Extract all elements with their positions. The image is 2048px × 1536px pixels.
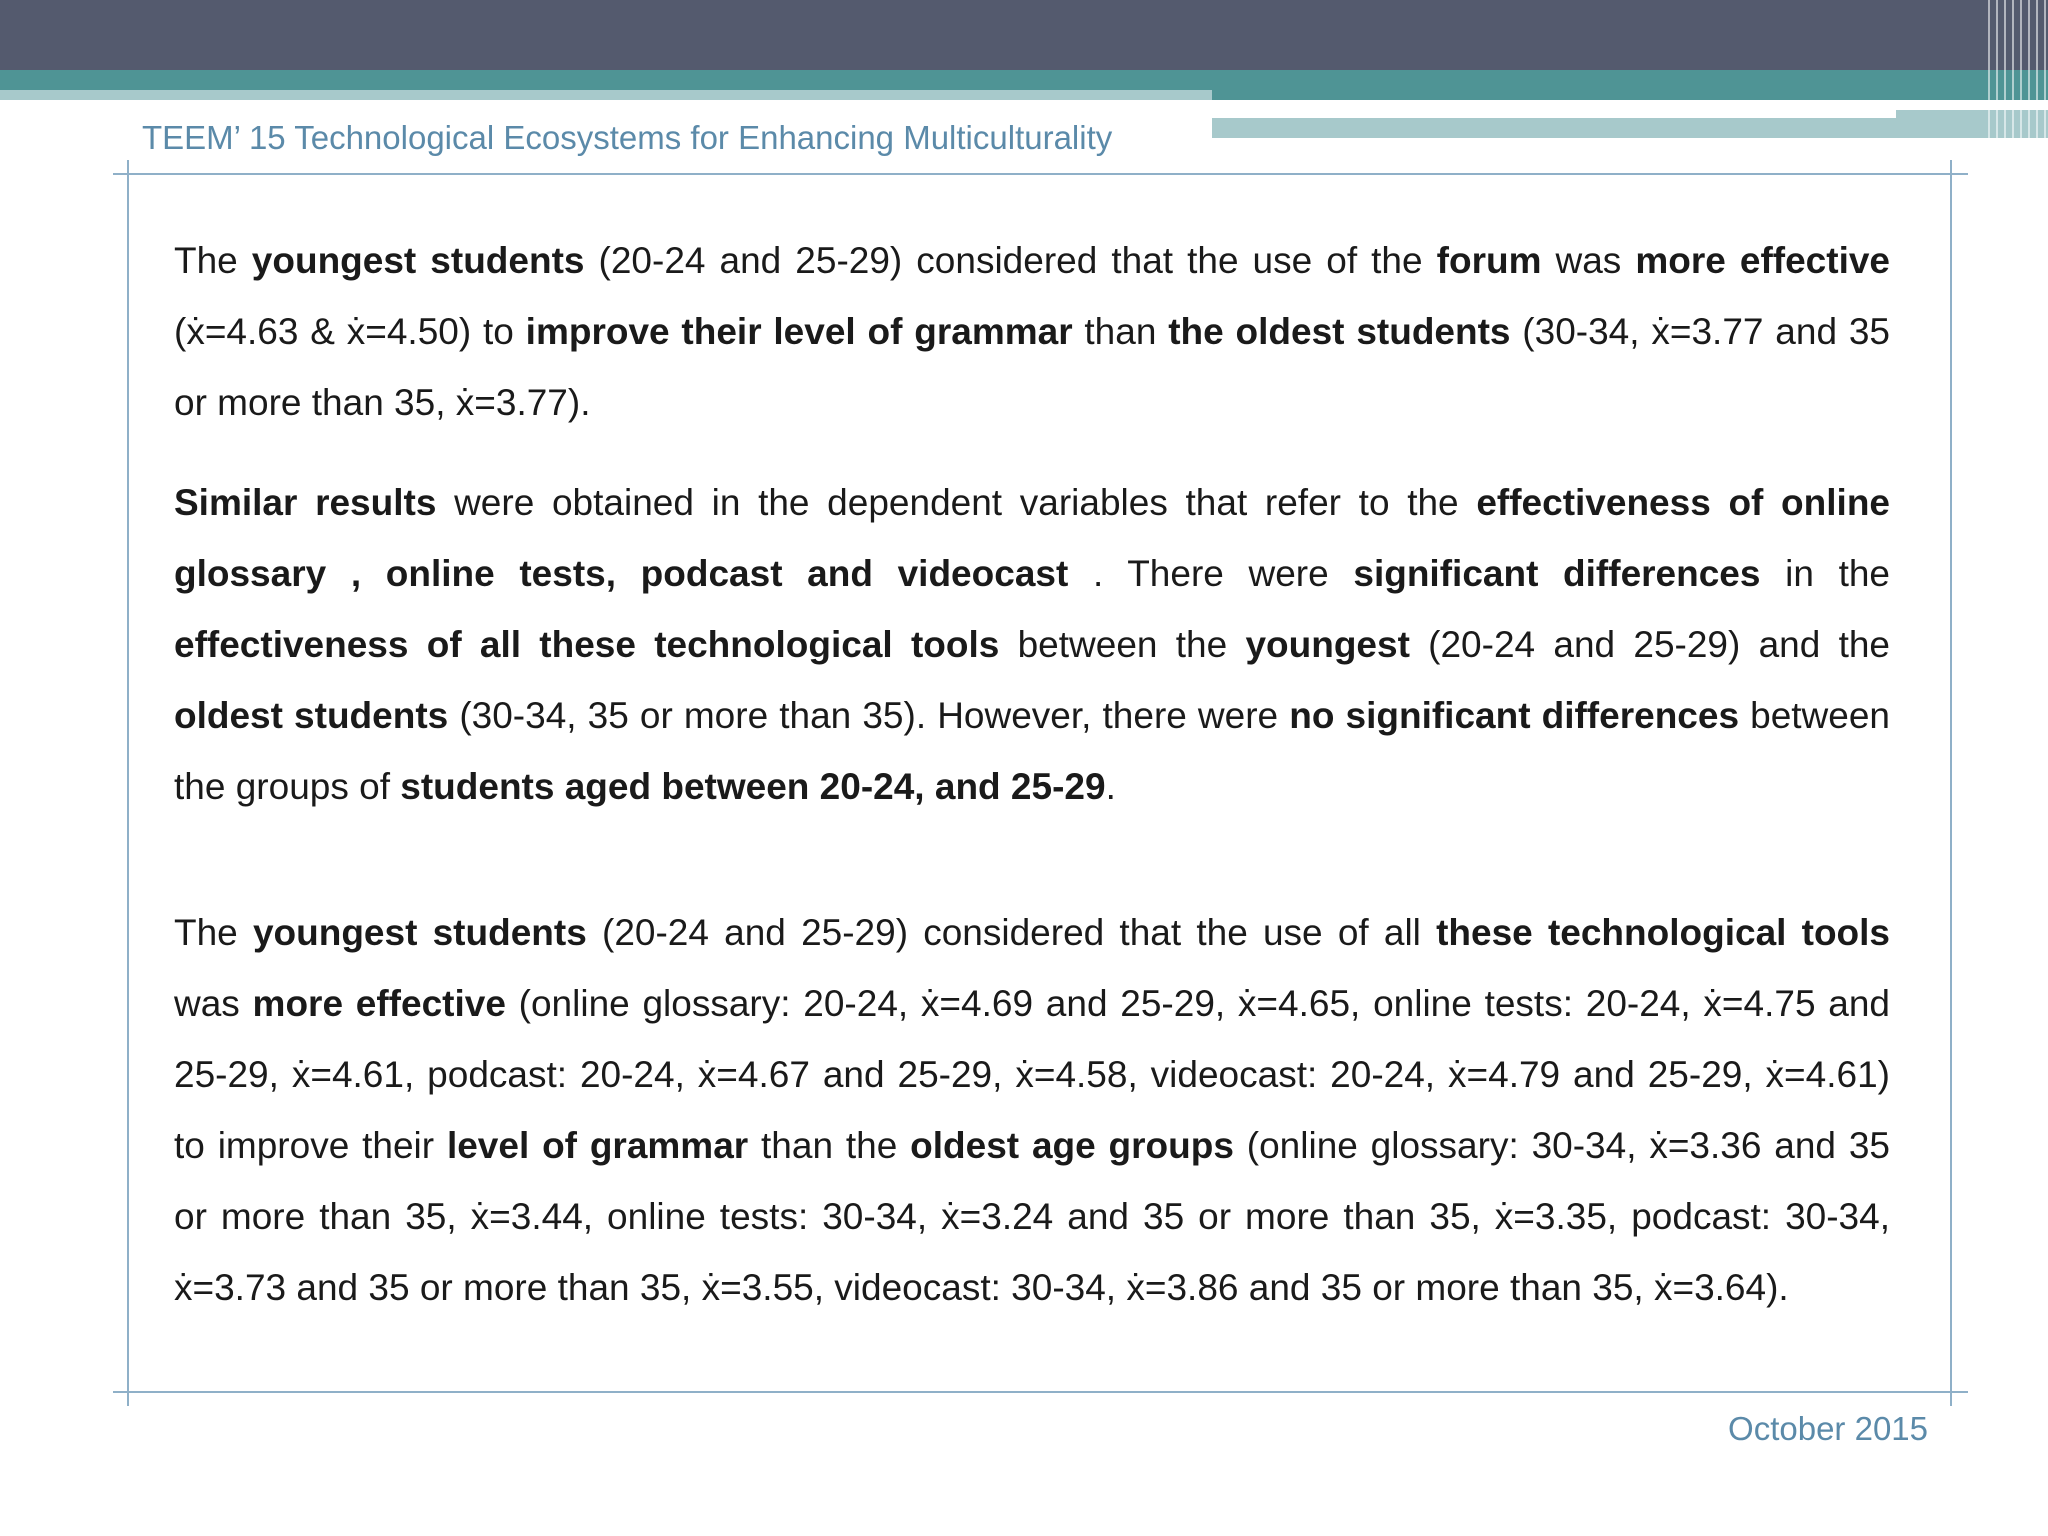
footer-date: October 2015 (1728, 1410, 1928, 1447)
bold-text: effectiveness of online glossary , online tests, podcast and videocast (174, 482, 1890, 594)
bold-text: these technological tools (1436, 912, 1890, 953)
bold-text: no significant differences (1289, 695, 1740, 736)
text-run: (20-24 and 25-29) and the (1409, 624, 1890, 665)
bold-text: youngest students (252, 912, 587, 953)
header-bar-right-band (1212, 90, 2048, 100)
text-run: was (1541, 240, 1636, 281)
bold-text: oldest age groups (910, 1125, 1234, 1166)
bold-text: forum (1436, 240, 1542, 281)
bold-text: oldest students (174, 695, 449, 736)
header-title: TEEM’ 15 Technological Ecosystems for Enhancing Multiculturality (142, 119, 1113, 156)
header-bar-dark (0, 0, 2048, 70)
bold-text: Similar results (174, 482, 437, 523)
bold-text: the oldest students (1168, 311, 1511, 352)
text-run: were obtained in the dependent variables that refer to the (436, 482, 1477, 523)
text-run: was (174, 983, 253, 1024)
text-run: than the (748, 1125, 911, 1166)
text-run: (20-24 and 25-29) considered that the use of the (584, 240, 1437, 281)
header-bar-teal (0, 70, 2048, 90)
header-bar-teal-light (0, 90, 1212, 100)
header-stripes (1988, 0, 2048, 140)
bold-text: improve their level of grammar (525, 311, 1073, 352)
frame-left-line (127, 160, 129, 1406)
slide-body (174, 225, 1890, 1323)
header-bar-right-light (1212, 118, 2048, 138)
text-run: (30-34, 35 or more than 35). However, there were (448, 695, 1290, 736)
text-run: than (1072, 311, 1169, 352)
text-run: (20-24 and 25-29) considered that the use of all (586, 912, 1437, 953)
text-run: (30-34, ẋ=3.77 and 35 or more than 35, ẋ=3.77). (174, 311, 1890, 423)
paragraph-1 (174, 225, 1890, 438)
text-run: (ẋ=4.63 & ẋ=4.50) to (174, 311, 526, 352)
text-run: (online glossary: 20-24, ẋ=4.69 and 25-29, ẋ=4.65, online tests: 20-24, ẋ=4.75 and 25-29, ẋ=4.61, podcast: 20-24, ẋ=4.67 and 25-29, ẋ=4.58, videocast: 20-24, ẋ=4.79 and 25-29, ẋ=4.61) to improve their (174, 983, 1890, 1166)
text-run: between the (999, 624, 1246, 665)
bold-text: more effective (252, 983, 506, 1024)
bold-text: youngest (1245, 624, 1410, 665)
text-run: The (174, 912, 253, 953)
frame-right-line (1950, 160, 1952, 1406)
frame-bottom-line (113, 1391, 1968, 1393)
header-bar-right-white (1212, 110, 1896, 118)
paragraph-2 (174, 467, 1890, 822)
bold-text: youngest students (251, 240, 585, 281)
bold-text: students aged between 20-24, and 25-29 (400, 766, 1106, 807)
bold-text: more effective (1635, 240, 1891, 281)
text-run: The (174, 240, 252, 281)
text-run: . (1105, 766, 1116, 807)
bold-text: level of grammar (446, 1125, 749, 1166)
paragraph-3 (174, 897, 1890, 1323)
bold-text: significant differences (1353, 553, 1761, 594)
text-run: . There were (1068, 553, 1354, 594)
frame-top-line (113, 173, 1968, 175)
text-run: between the groups of (174, 695, 1891, 807)
bold-text: effectiveness of all these technological tools (174, 624, 1000, 665)
text-run: (online glossary: 30-34, ẋ=3.36 and 35 or more than 35, ẋ=3.44, online tests: 30-34, ẋ=3.24 and 35 or more than 35, ẋ=3.35, podcast: 30-34, ẋ=3.73 and 35 or more than 35, ẋ=3.55, videocast: 30-34, ẋ=3.86 and 35 or more than 35, ẋ=3.64). (174, 1125, 1890, 1308)
text-run: in the (1760, 553, 1891, 594)
header-bar-right-gap (1212, 100, 2048, 110)
